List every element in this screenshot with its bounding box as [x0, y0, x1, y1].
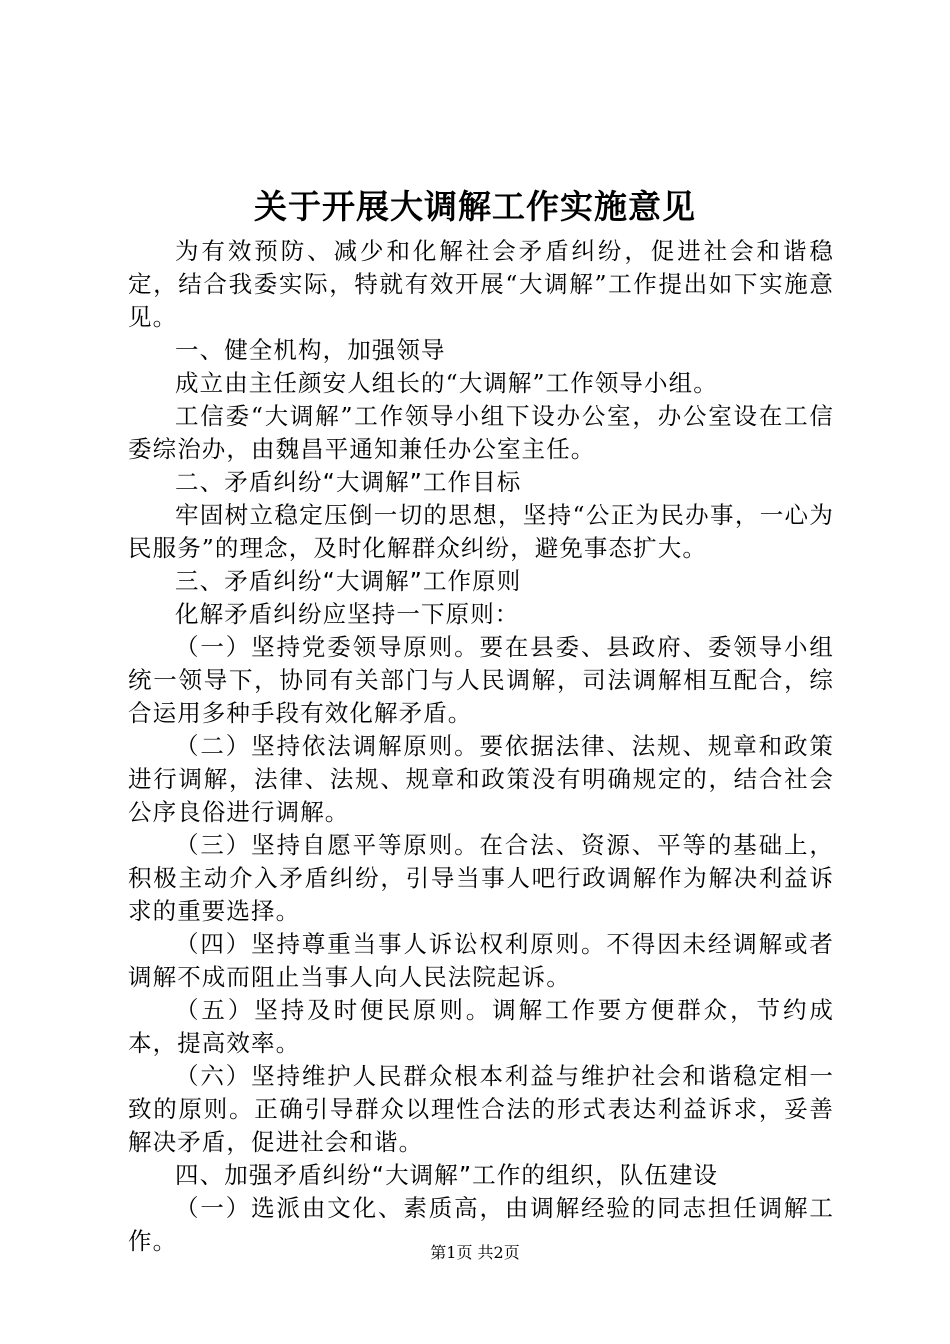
principle-text: 不得因未经调解或者调解不成而阻止当事人向人民法院起诉。 [128, 930, 834, 991]
paragraph: 工信委“大调解”工作领导小组下设办公室，办公室设在工信委综治办，由魏昌平通知兼任办公室主任。 [128, 402, 834, 463]
section-heading-4: 四、加强矛盾纠纷“大调解”工作的组织，队伍建设 [175, 1161, 719, 1189]
principle-text: 在合法、资源、平等的基础上，积极主动介入矛盾纠纷，引导当事人吧行政调解作为解决利益诉求的重要选择。 [128, 831, 834, 925]
intro-paragraph: 为有效预防、减少和化解社会矛盾纠纷，促进社会和谐稳定，结合我委实际，特就有效开展“大调解”工作提出如下实施意见。 [128, 237, 834, 331]
document-title: 关于开展大调解工作实施意见 [254, 187, 696, 226]
principle-item [128, 631, 834, 730]
section-heading-3: 三、矛盾纠纷“大调解”工作原则 [175, 567, 522, 595]
document-body [128, 235, 834, 1258]
paragraph: 牢固树立稳定压倒一切的思想，坚持“公正为民办事，一心为民服务”的理念，及时化解群众纠纷，避免事态扩大。 [128, 501, 834, 562]
principle-text: 正确引导群众以理性合法的形式表达利益诉求，妥善解决矛盾，促进社会和谐。 [128, 1095, 834, 1156]
principle-lead: （三）坚持自愿平等原则。 [175, 831, 480, 859]
principle-item [128, 730, 834, 829]
subsection-item: （一）选派由文化、素质高，由调解经验的同志担任调解工作。 [128, 1194, 834, 1255]
principle-lead: （四）坚持尊重当事人诉讼权利原则。 [175, 930, 607, 958]
principle-item [128, 829, 834, 928]
principle-text: 要依据法律、法规、规章和政策进行调解，法律、法规、规章和政策没有明确规定的，结合社会公序良俗进行调解。 [128, 732, 834, 826]
page-footer: 第1页 共2页 [430, 1243, 520, 1262]
principle-lead: （五）坚持及时便民原则。 [175, 996, 493, 1024]
section-heading-2: 二、矛盾纠纷“大调解”工作目标 [175, 468, 522, 496]
paragraph: 成立由主任颜安人组长的“大调解”工作领导小组。 [175, 369, 718, 397]
principle-item [128, 1060, 834, 1159]
principle-lead: （一）坚持党委领导原则。 [175, 633, 480, 661]
principle-item [128, 928, 834, 994]
paragraph: 化解矛盾纠纷应坚持一下原则： [175, 600, 520, 628]
section-heading-1: 一、健全机构，加强领导 [175, 336, 446, 364]
principle-lead: （六）坚持维护人民群众根本利益与维护社会和谐稳定相一致的原则。 [128, 1062, 834, 1123]
principle-item [128, 994, 834, 1060]
principle-lead: （二）坚持依法调解原则。 [175, 732, 480, 760]
principle-text: 调解工作要方便群众，节约成本，提高效率。 [128, 996, 834, 1057]
principle-text: 要在县委、县政府、委领导小组统一领导下，协同有关部门与人民调解，司法调解相互配合，综合运用多种手段有效化解矛盾。 [128, 633, 834, 727]
